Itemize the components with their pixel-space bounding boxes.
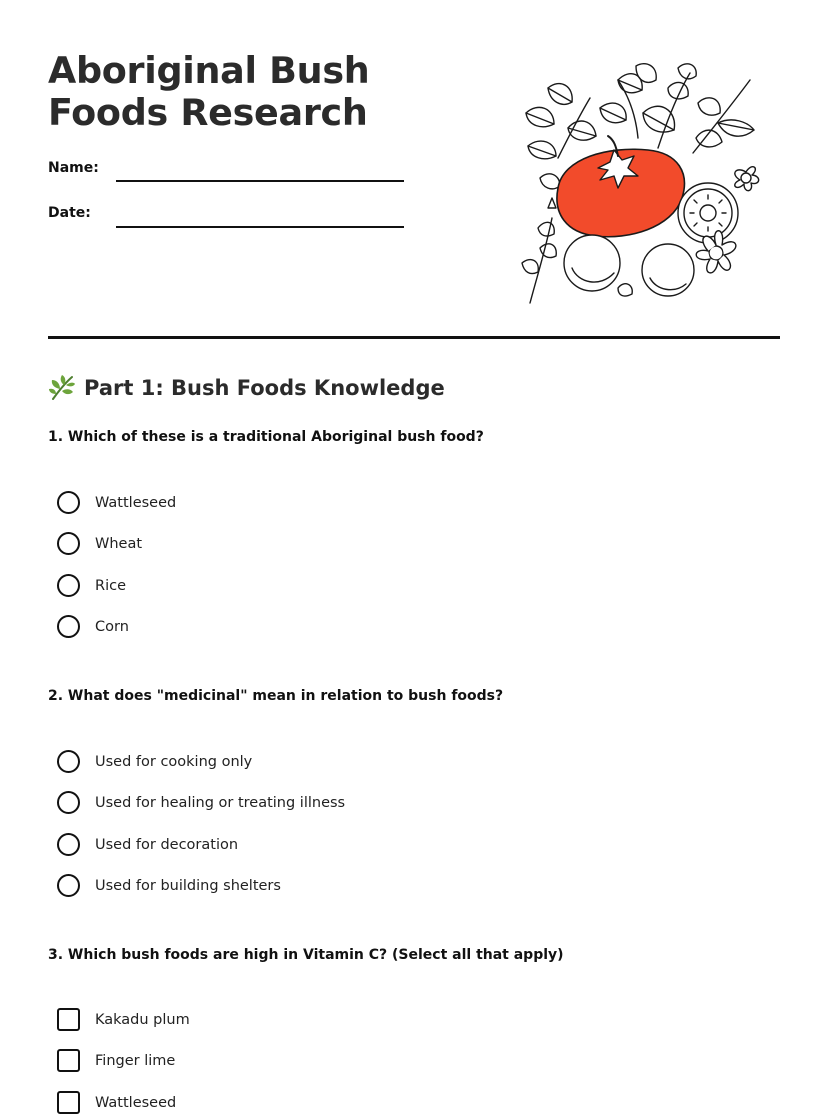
option-label: Used for cooking only [95,753,253,770]
name-field[interactable] [116,180,404,182]
option-radio[interactable] [57,574,126,597]
option-radio[interactable] [57,491,176,514]
option-radio[interactable] [57,532,142,555]
option-label: Wattleseed [95,494,177,511]
checkbox[interactable] [57,1091,80,1114]
option-checkbox[interactable] [57,1049,175,1072]
radio-button[interactable] [57,574,80,597]
option-label: Wheat [95,535,143,552]
option-label: Rice [95,577,126,594]
bush-foods-illustration-icon [518,58,770,308]
option-checkbox[interactable] [57,1008,190,1031]
option-radio[interactable] [57,615,129,638]
date-label: Date: [48,205,91,221]
option-label: Used for building shelters [95,877,281,894]
checkbox[interactable] [57,1008,80,1031]
question-2: 2. What does "medicinal" mean in relation to bush foods? [48,688,504,704]
option-radio[interactable] [57,750,252,773]
option-label: Kakadu plum [95,1011,190,1028]
option-label: Wattleseed [95,1094,177,1111]
radio-button[interactable] [57,750,80,773]
radio-button[interactable] [57,532,80,555]
radio-button[interactable] [57,874,80,897]
question-3: 3. Which bush foods are high in Vitamin C? (Select all that apply) [48,947,564,963]
leaf-icon [48,374,76,402]
option-label: Finger lime [95,1052,176,1069]
checkbox[interactable] [57,1049,80,1072]
radio-button[interactable] [57,491,80,514]
option-checkbox[interactable] [57,1091,176,1114]
option-radio[interactable] [57,791,345,814]
section-title-part-1 [48,374,445,402]
radio-button[interactable] [57,791,80,814]
page-title: Aboriginal Bush Foods Research [48,49,370,134]
option-label: Used for decoration [95,836,239,853]
option-radio[interactable] [57,833,238,856]
radio-button[interactable] [57,615,80,638]
date-field[interactable] [116,226,404,228]
option-label: Used for healing or treating illness [95,794,346,811]
header-divider [48,336,780,339]
option-radio[interactable] [57,874,281,897]
question-1: 1. Which of these is a traditional Aboriginal bush food? [48,429,484,445]
radio-button[interactable] [57,833,80,856]
section-title-text: Part 1: Bush Foods Knowledge [84,376,445,400]
option-label: Corn [95,618,129,635]
name-label: Name: [48,160,99,176]
